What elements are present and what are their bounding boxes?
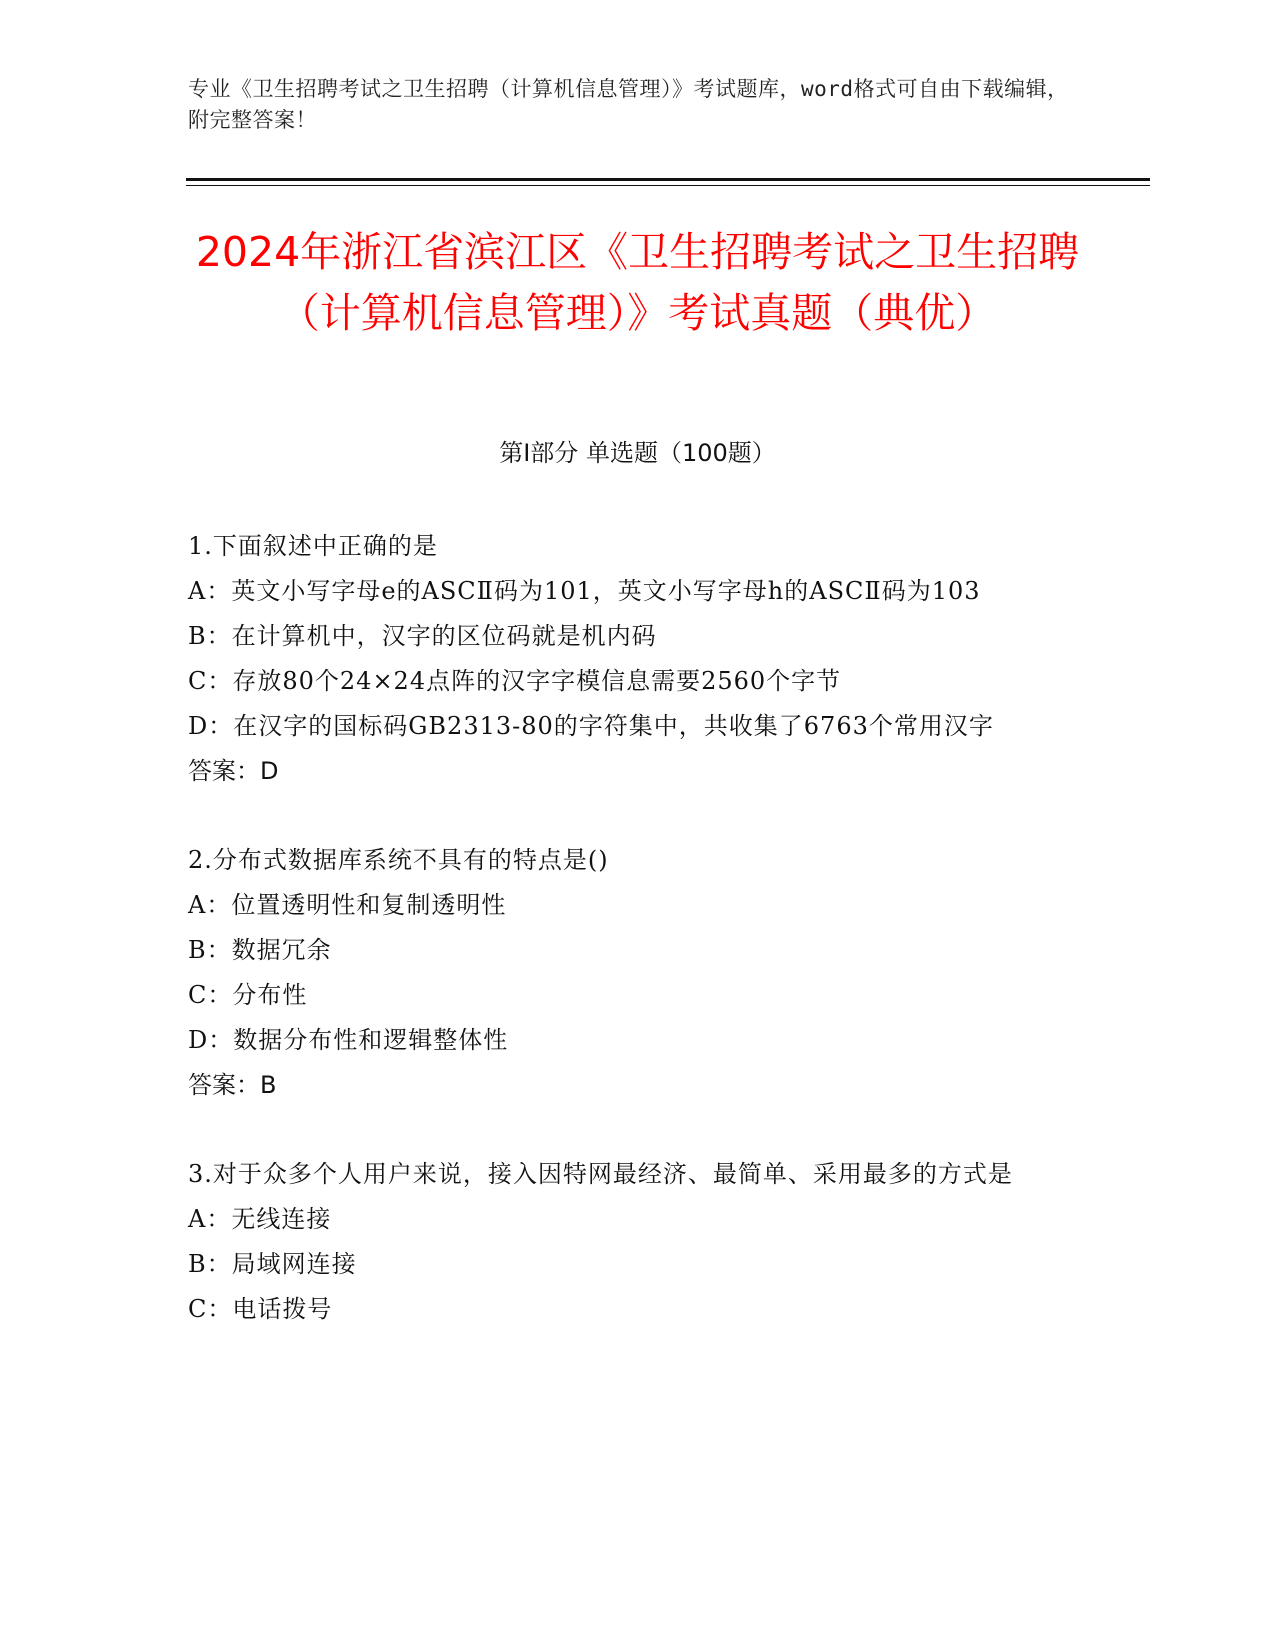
option-b: B：在计算机中，汉字的区位码就是机内码 — [188, 622, 657, 650]
option-d: D：数据分布性和逻辑整体性 — [188, 1026, 509, 1054]
question-2 — [188, 838, 1068, 1108]
question-stem: 3.对于众多个人用户来说，接入因特网最经济、最简单、采用最多的方式是 — [188, 1160, 1013, 1188]
option-b: B：局域网连接 — [188, 1250, 357, 1278]
option-d: D：在汉字的国标码GB2313-80的字符集中，共收集了6763个常用汉字 — [188, 712, 994, 740]
option-b: B：数据冗余 — [188, 936, 332, 964]
option-a: A：位置透明性和复制透明性 — [188, 891, 507, 919]
option-c: C：存放80个24×24点阵的汉字字模信息需要2560个字节 — [188, 667, 842, 695]
question-stem: 2.分布式数据库系统不具有的特点是() — [188, 846, 609, 874]
answer-label: 答案：D — [188, 757, 279, 785]
question-stem: 1.下面叙述中正确的是 — [188, 532, 438, 560]
answer-label: 答案：B — [188, 1071, 277, 1099]
question-1 — [188, 524, 1068, 794]
header-divider-thin — [186, 185, 1150, 186]
question-3 — [188, 1152, 1068, 1332]
option-a: A：无线连接 — [188, 1205, 332, 1233]
document-title: 2024年浙江省滨江区《卫生招聘考试之卫生招聘（计算机信息管理）》考试真题（典优） — [195, 228, 1080, 337]
option-c: C：电话拨号 — [188, 1295, 333, 1323]
header-note: 专业《卫生招聘考试之卫生招聘（计算机信息管理）》考试题库，word格式可自由下载编辑，附完整答案！ — [188, 77, 1069, 132]
section-heading: 第I部分 单选题（100题） — [499, 439, 776, 467]
header-divider-thick — [186, 178, 1150, 181]
option-c: C：分布性 — [188, 981, 308, 1009]
option-a: A：英文小写字母e的ASCⅡ码为101，英文小写字母h的ASCⅡ码为103 — [188, 577, 981, 605]
question-list — [188, 524, 1068, 1376]
